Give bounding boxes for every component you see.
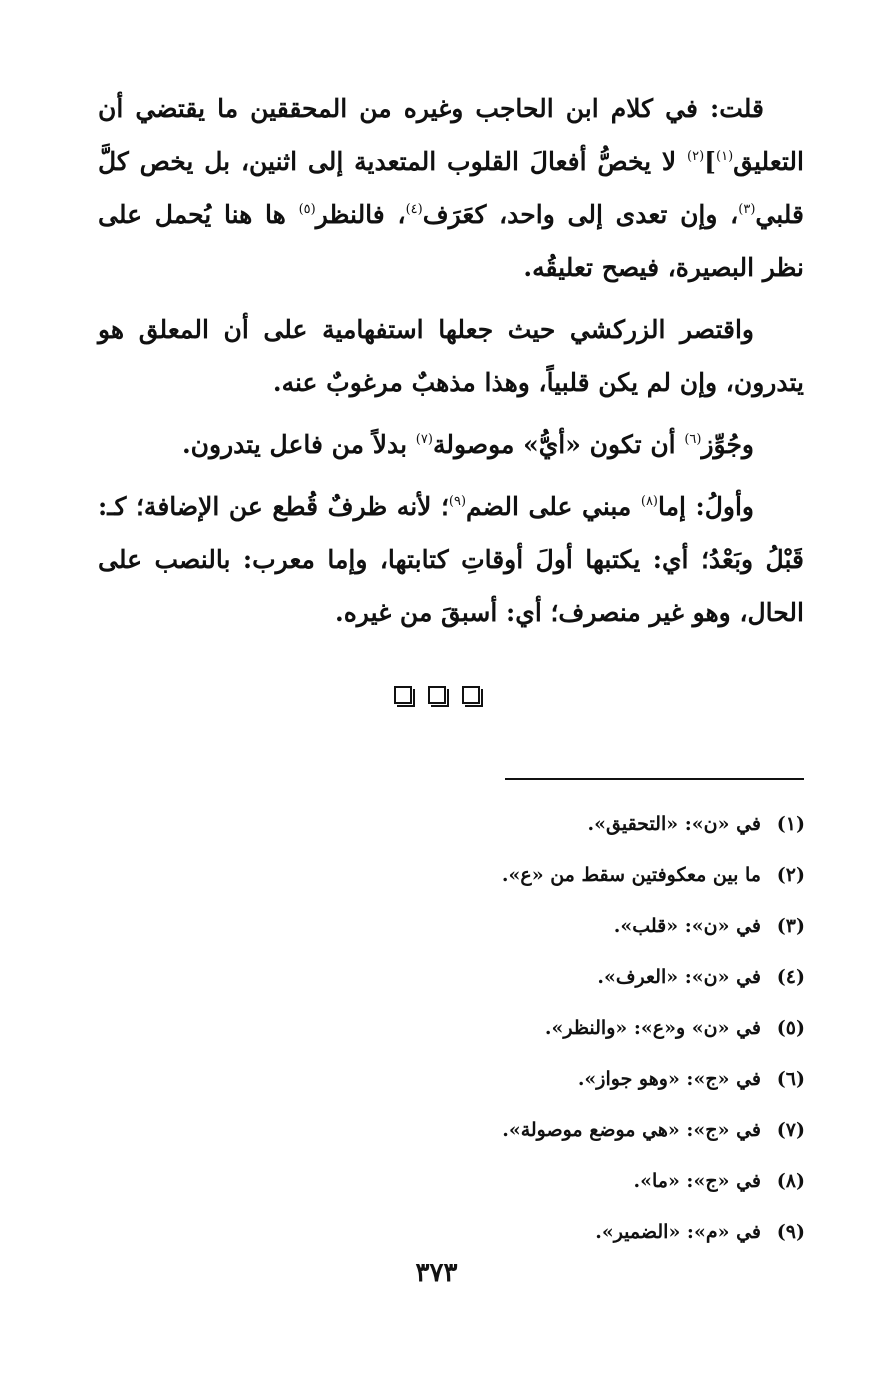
footnote-ref-5: (٥) bbox=[298, 202, 316, 217]
paragraph-4 bbox=[98, 480, 804, 639]
paragraph-4-text-b: مبني على الضم bbox=[466, 492, 641, 521]
footnote-item bbox=[300, 951, 805, 1002]
footnote-number: (٥) bbox=[776, 1016, 805, 1039]
separator-square-icon bbox=[428, 686, 446, 704]
paragraph-1-text-c: لا يخصُّ أفعالَ القلوب المتعدية إلى اثنين، بل يخص كلَّ قلبي bbox=[98, 147, 804, 229]
paragraph-2-text: واقتصر الزركشي حيث جعلها استفهامية على أن المعلق هو يتدرون، وإن لم يكن قلبياً، وهذا مذهبٌ مرغوبٌ عنه. bbox=[98, 315, 804, 397]
paragraph-3-text-a: وجُوِّز bbox=[701, 430, 754, 459]
footnote-text: في «ن»: «العرف». bbox=[597, 965, 761, 988]
footnote-number: (٣) bbox=[776, 914, 805, 937]
footnote-text: في «ن»: «قلب». bbox=[613, 914, 761, 937]
paragraph-4-text-a: وأولُ: إما bbox=[658, 492, 754, 521]
footnote-text: في «ن»: «التحقيق». bbox=[587, 812, 761, 835]
paragraph-3-text-c: بدلاً من فاعل يتدرون. bbox=[181, 430, 416, 459]
footnote-item bbox=[300, 1155, 805, 1206]
footnote-ref-6: (٦) bbox=[684, 432, 702, 447]
separator-square-icon bbox=[462, 686, 480, 704]
footnote-item bbox=[300, 900, 805, 951]
paragraph-1-text-f: ها هنا يُحمل على نظر البصيرة، فيصح تعليقُه. bbox=[98, 200, 804, 282]
page-number: ٣٧٣ bbox=[415, 1258, 458, 1288]
footnote-ref-4: (٤) bbox=[405, 202, 423, 217]
footnote-item bbox=[300, 849, 805, 900]
footnotes bbox=[300, 798, 805, 1257]
paragraph-2 bbox=[98, 303, 804, 409]
footnote-number: (٩) bbox=[776, 1220, 805, 1243]
paragraph-3-text-b: أن تكون «أيُّ» موصولة bbox=[432, 430, 685, 459]
footnote-ref-1: (١) bbox=[716, 149, 734, 164]
footnote-text: في «م»: «الضمير». bbox=[595, 1220, 761, 1243]
paragraph-1 bbox=[98, 82, 804, 294]
footnote-text: في «ج»: «هي موضع موصولة». bbox=[502, 1118, 761, 1141]
footnote-ref-7: (٧) bbox=[415, 432, 433, 447]
footnote-ref-2: (٢) bbox=[687, 149, 705, 164]
footnote-item bbox=[300, 798, 805, 849]
footnote-number: (٢) bbox=[776, 863, 805, 886]
paragraph-1-text-a: قلت: في كلام ابن الحاجب وغيره من المحققين ما يقتضي أن التعليق bbox=[98, 94, 804, 176]
footnote-number: (٤) bbox=[776, 965, 805, 988]
footnote-ref-8: (٨) bbox=[640, 494, 658, 509]
footnote-number: (٧) bbox=[776, 1118, 805, 1141]
main-text bbox=[98, 82, 804, 648]
paragraph-1-bracket: ] bbox=[704, 147, 717, 176]
footnote-text: ما بين معكوفتين سقط من «ع». bbox=[501, 863, 761, 886]
footnote-text: في «ج»: «وهو جواز». bbox=[577, 1067, 761, 1090]
footnote-divider bbox=[505, 778, 804, 780]
section-separator bbox=[0, 686, 873, 704]
paragraph-4-text-c: ؛ لأنه ظرفٌ قُطع عن الإضافة؛ كـ: قَبْلُ وبَعْدُ؛ أي: يكتبها أولَ أوقاتِ كتابتها، وإما معرب: بالنصب على الحال، وهو غير منصرف؛ أي: أسبقَ من غيره. bbox=[98, 492, 804, 627]
footnote-ref-3: (٣) bbox=[738, 202, 756, 217]
footnote-number: (١) bbox=[776, 812, 805, 835]
footnote-number: (٦) bbox=[776, 1067, 805, 1090]
footnote-item bbox=[300, 1053, 805, 1104]
footnote-ref-9: (٩) bbox=[448, 494, 467, 509]
separator-square-icon bbox=[394, 686, 412, 704]
paragraph-3 bbox=[98, 418, 804, 471]
paragraph-1-text-d: ، وإن تعدى إلى واحد، كعَرَف bbox=[422, 200, 739, 229]
footnote-item bbox=[300, 1002, 805, 1053]
paragraph-1-text-e: ، فالنظر bbox=[315, 200, 406, 229]
footnote-number: (٨) bbox=[776, 1169, 805, 1192]
footnote-text: في «ن» و«ع»: «والنظر». bbox=[544, 1016, 761, 1039]
footnote-item bbox=[300, 1206, 805, 1257]
footnote-item bbox=[300, 1104, 805, 1155]
footnote-text: في «ج»: «ما». bbox=[633, 1169, 761, 1192]
